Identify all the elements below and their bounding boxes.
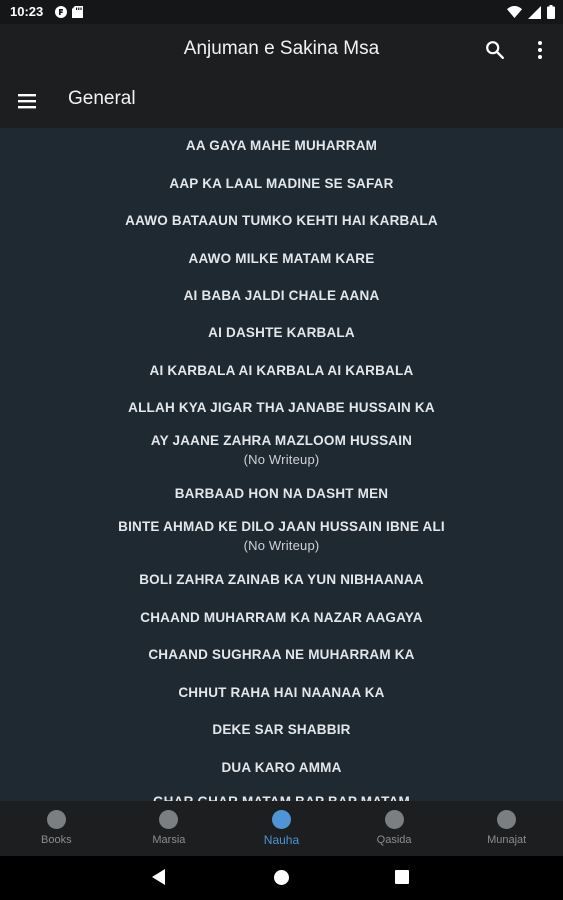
tab-nauha[interactable] bbox=[225, 801, 338, 856]
tab-marsia[interactable] bbox=[113, 801, 226, 856]
list-item-title: AAWO BATAAUN TUMKO KEHTI HAI KARBALA bbox=[125, 213, 438, 228]
list-item-title: AY JAANE ZAHRA MAZLOOM HUSSAIN bbox=[150, 433, 413, 448]
list-item-title: AI DASHTE KARBALA bbox=[208, 325, 355, 340]
list-item-title: BOLI ZAHRA ZAINAB KA YUN NIBHAANAA bbox=[139, 572, 424, 587]
list-item-title: AA GAYA MAHE MUHARRAM bbox=[185, 138, 378, 153]
nauha-list[interactable] bbox=[0, 128, 563, 801]
list-item[interactable] bbox=[0, 685, 563, 700]
app-title: Anjuman e Sakina Msa bbox=[183, 38, 380, 59]
tab-books[interactable] bbox=[0, 801, 113, 856]
qasida-icon bbox=[385, 810, 404, 829]
overflow-menu-icon bbox=[532, 39, 548, 61]
list-item[interactable] bbox=[0, 486, 563, 501]
menu-button[interactable] bbox=[16, 90, 38, 112]
list-item[interactable] bbox=[0, 325, 563, 340]
overflow-menu-button[interactable] bbox=[532, 39, 548, 61]
munajat-icon bbox=[497, 810, 516, 829]
sd-card-icon bbox=[72, 6, 83, 18]
signal-icon bbox=[528, 6, 541, 19]
list-item[interactable] bbox=[0, 363, 563, 378]
list-item[interactable] bbox=[0, 433, 563, 467]
list-item-title: AAP KA LAAL MADINE SE SAFAR bbox=[169, 176, 394, 191]
status-left-icons bbox=[55, 6, 83, 18]
list-item-title: ALLAH KYA JIGAR THA JANABE HUSSAIN KA bbox=[128, 400, 435, 415]
tab-label: Marsia bbox=[152, 834, 186, 846]
app-bar bbox=[0, 24, 563, 128]
list-item[interactable] bbox=[0, 251, 563, 266]
back-icon[interactable] bbox=[152, 869, 166, 885]
recents-icon[interactable] bbox=[395, 870, 409, 884]
tab-label: Munajat bbox=[487, 834, 527, 846]
list-item-title: AAWO MILKE MATAM KARE bbox=[188, 251, 375, 266]
status-bar bbox=[0, 0, 563, 24]
list-item[interactable] bbox=[0, 176, 563, 191]
list-item[interactable] bbox=[0, 400, 563, 415]
wifi-icon bbox=[507, 6, 522, 18]
list-item-title: CHAAND MUHARRAM KA NAZAR AAGAYA bbox=[140, 610, 423, 625]
section-title: General bbox=[68, 88, 136, 109]
list-item[interactable] bbox=[0, 647, 563, 662]
search-icon bbox=[484, 39, 506, 61]
list-item-title: CHHUT RAHA HAI NAANAA KA bbox=[178, 685, 385, 700]
tab-munajat[interactable] bbox=[450, 801, 563, 856]
status-right-icons bbox=[507, 5, 555, 19]
list-item-title: CHAAND SUGHRAA NE MUHARRAM KA bbox=[148, 647, 415, 662]
list-item[interactable] bbox=[0, 572, 563, 587]
app-notification-icon bbox=[55, 6, 67, 18]
list-item-title: DUA KARO AMMA bbox=[221, 760, 342, 775]
list-item[interactable] bbox=[0, 519, 563, 553]
tab-qasida[interactable] bbox=[338, 801, 451, 856]
tab-label: Books bbox=[41, 834, 72, 846]
books-icon bbox=[47, 810, 66, 829]
list-item[interactable] bbox=[0, 722, 563, 737]
list-item-title: AI KARBALA AI KARBALA AI KARBALA bbox=[149, 363, 414, 378]
home-icon[interactable] bbox=[274, 870, 289, 885]
list-item-title: AI BABA JALDI CHALE AANA bbox=[183, 288, 380, 303]
list-item-subtitle: (No Writeup) bbox=[243, 452, 320, 467]
list-item[interactable] bbox=[0, 610, 563, 625]
bottom-nav bbox=[0, 801, 563, 856]
list-item[interactable] bbox=[0, 138, 563, 153]
search-button[interactable] bbox=[484, 39, 506, 61]
marsia-icon bbox=[159, 810, 178, 829]
list-item[interactable] bbox=[0, 760, 563, 775]
menu-icon bbox=[16, 90, 38, 112]
battery-icon bbox=[547, 5, 555, 19]
system-nav-bar bbox=[0, 856, 563, 900]
list-item[interactable] bbox=[0, 288, 563, 303]
tab-label: Qasida bbox=[376, 834, 412, 846]
list-item-title: BARBAAD HON NA DASHT MEN bbox=[174, 486, 389, 501]
list-item[interactable] bbox=[0, 213, 563, 228]
list-item-title: DEKE SAR SHABBIR bbox=[212, 722, 351, 737]
list-item-title: BINTE AHMAD KE DILO JAAN HUSSAIN IBNE ALI bbox=[118, 519, 445, 534]
tab-label: Nauha bbox=[263, 833, 300, 847]
status-time: 10:23 bbox=[10, 4, 44, 19]
list-item-subtitle: (No Writeup) bbox=[243, 538, 320, 553]
nauha-icon bbox=[272, 810, 291, 829]
